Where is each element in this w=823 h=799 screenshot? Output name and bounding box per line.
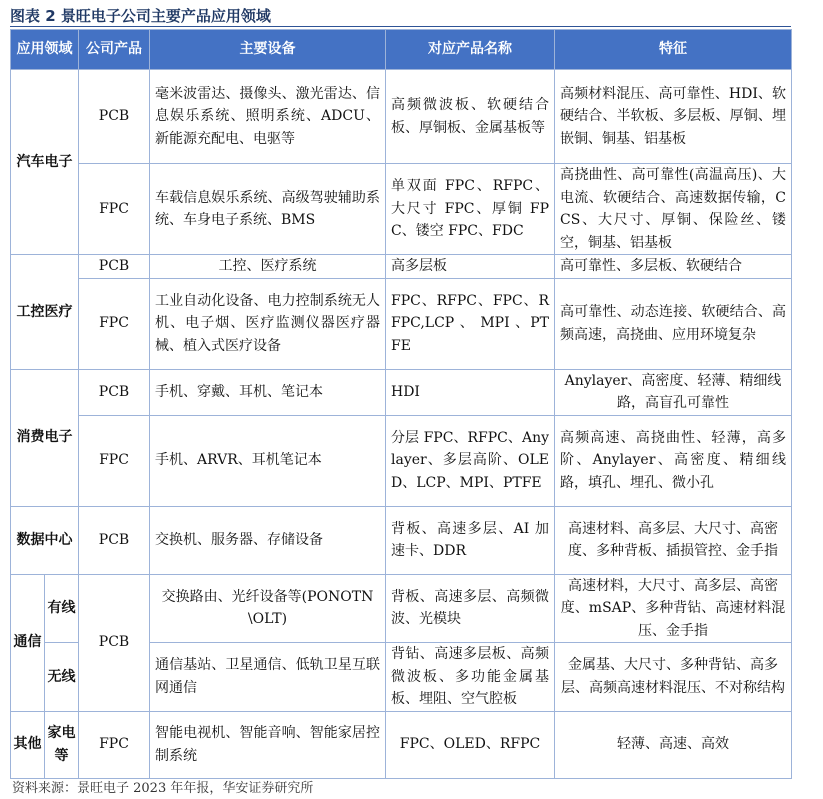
figure-title: 图表 2 景旺电子公司主要产品应用领域 (10, 7, 271, 25)
header-equipment: 主要设备 (150, 30, 386, 70)
features-cell: 金属基、大尺寸、多种背钻、高多层、高频高速材料混压、不对称结构 (555, 643, 792, 712)
features-cell: Anylayer、高密度、轻薄、精细线路，高盲孔可靠性 (555, 369, 792, 415)
product-names-cell: 背钻、高速多层板、高频微波板、多功能金属基板、埋阻、空气腔板 (386, 643, 555, 712)
product-cell: PCB (79, 70, 150, 164)
table-row (11, 369, 792, 415)
product-cell: FPC (79, 711, 150, 778)
product-names-cell: 高多层板 (386, 255, 555, 279)
equipment-cell: 工控、医疗系统 (150, 255, 386, 279)
header-features: 特征 (555, 30, 792, 70)
header-product-names: 对应产品名称 (386, 30, 555, 70)
header-product: 公司产品 (79, 30, 150, 70)
product-names-cell: 单双面 FPC、RFPC、大尺寸 FPC、厚铜 FPC、镂空 FPC、FDC (386, 164, 555, 255)
subdomain-cell: 有线 (45, 574, 79, 643)
equipment-cell: 交换路由、光纤设备等(PONOTN\OLT) (150, 574, 386, 643)
equipment-cell: 毫米波雷达、摄像头、激光雷达、信息娱乐系统、照明系统、ADCU、新能源充配电、电驱等 (150, 70, 386, 164)
features-cell: 高速材料，大尺寸、高多层、高密度、mSAP、多种背钻、高速材料混压、金手指 (555, 574, 792, 643)
features-cell: 高频材料混压、高可靠性、HDI、软硬结合、半软板、多层板、厚铜、埋嵌铜、铜基、铝基板 (555, 70, 792, 164)
features-cell: 高频高速、高挠曲性、轻薄，高多阶、Anylayer、高密度、精细线路，填孔、埋孔、微小孔 (555, 415, 792, 506)
table-row (11, 506, 792, 574)
table-row (11, 711, 792, 778)
header-row (11, 30, 792, 70)
product-names-cell: 高频微波板、软硬结合板、厚铜板、金属基板等 (386, 70, 555, 164)
equipment-cell: 通信基站、卫星通信、低轨卫星互联网通信 (150, 643, 386, 712)
product-cell: PCB (79, 255, 150, 279)
equipment-cell: 手机、穿戴、耳机、笔记本 (150, 369, 386, 415)
title-rule (10, 26, 791, 27)
table-row (11, 164, 792, 255)
domain-cell: 其他 (11, 711, 45, 778)
product-names-cell: 背板、高速多层、高频微波、光模块 (386, 574, 555, 643)
product-names-cell: 背板、高速多层、AI 加速卡、DDR (386, 506, 555, 574)
table-row (11, 278, 792, 369)
product-cell: PCB (79, 506, 150, 574)
header-domain: 应用领域 (11, 30, 79, 70)
product-names-cell: 分层 FPC、RFPC、Anylayer、多层高阶、OLED、LCP、MPI、PTFE (386, 415, 555, 506)
features-cell: 高可靠性、多层板、软硬结合 (555, 255, 792, 279)
product-cell: PCB (79, 369, 150, 415)
product-application-table (10, 29, 792, 779)
product-names-cell: HDI (386, 369, 555, 415)
product-cell: FPC (79, 278, 150, 369)
domain-cell: 工控医疗 (11, 255, 79, 370)
equipment-cell: 车载信息娱乐系统、高级驾驶辅助系统、车身电子系统、BMS (150, 164, 386, 255)
source-footnote: 资料来源：景旺电子 2023 年年报，华安证券研究所 (12, 781, 314, 796)
equipment-cell: 交换机、服务器、存储设备 (150, 506, 386, 574)
product-cell: FPC (79, 164, 150, 255)
table-row (11, 255, 792, 279)
features-cell: 高速材料、高多层、大尺寸、高密度、多种背板、插损管控、金手指 (555, 506, 792, 574)
domain-cell: 汽车电子 (11, 70, 79, 255)
equipment-cell: 智能电视机、智能音响、智能家居控制系统 (150, 711, 386, 778)
equipment-cell: 工业自动化设备、电力控制系统无人机、电子烟、医疗监测仪器医疗器械、植入式医疗设备 (150, 278, 386, 369)
features-cell: 高可靠性、动态连接、软硬结合、高频高速，高挠曲、应用环境复杂 (555, 278, 792, 369)
product-cell: PCB (79, 574, 150, 711)
domain-cell: 通信 (11, 574, 45, 711)
product-names-cell: FPC、OLED、RFPC (386, 711, 555, 778)
subdomain-cell: 家电等 (45, 711, 79, 778)
domain-cell: 消费电子 (11, 369, 79, 506)
subdomain-cell: 无线 (45, 643, 79, 712)
product-cell: FPC (79, 415, 150, 506)
equipment-cell: 手机、ARVR、耳机笔记本 (150, 415, 386, 506)
table-row (11, 415, 792, 506)
table-row (11, 70, 792, 164)
features-cell: 轻薄、高速、高效 (555, 711, 792, 778)
domain-cell: 数据中心 (11, 506, 79, 574)
table-row (11, 574, 792, 643)
product-names-cell: FPC、RFPC、FPC、RFPC,LCP 、 MPI 、PTFE (386, 278, 555, 369)
features-cell: 高挠曲性、高可靠性(高温高压)、大电流、软硬结合、高速数据传输，CCS、大尺寸、厚铜、保险丝、镂空，铜基、铝基板 (555, 164, 792, 255)
